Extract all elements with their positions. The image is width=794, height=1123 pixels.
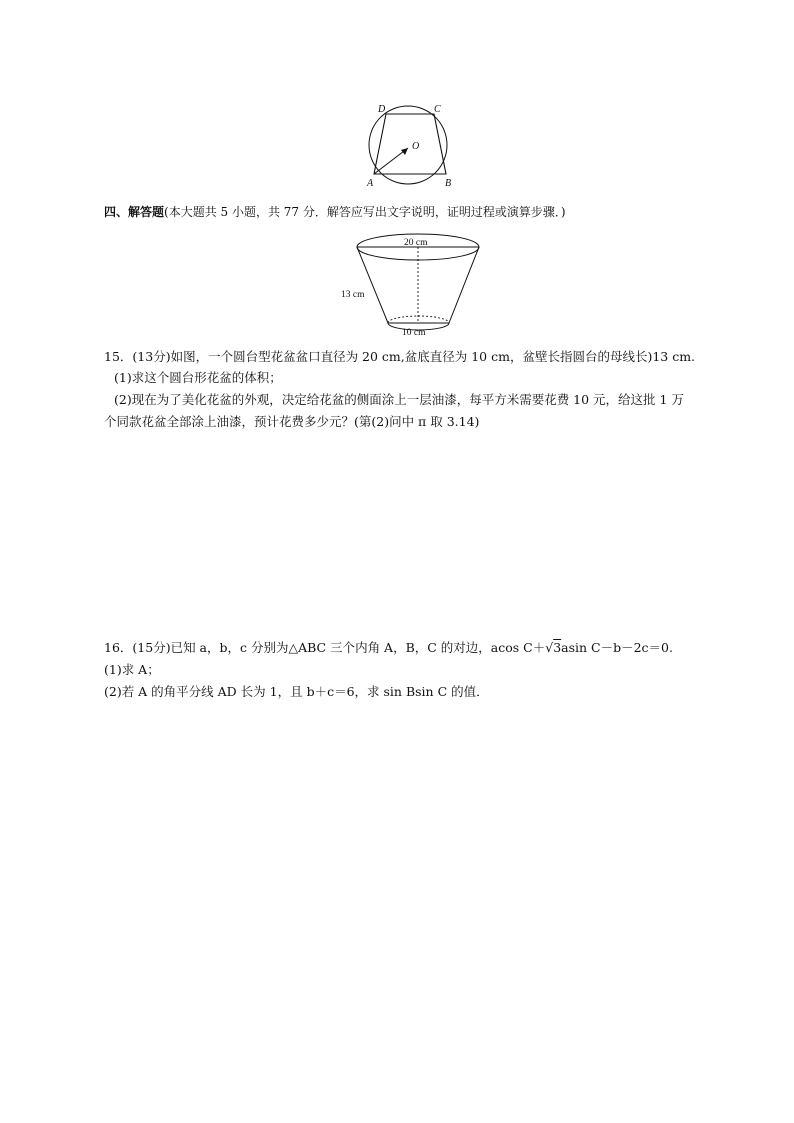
label-a: A xyxy=(367,178,374,189)
label-d: D xyxy=(378,104,386,115)
q16-stem-a: 16．(15分)已知 a，b，c 分别为△ABC 三个内角 A，B，C 的对边，acos C＋ xyxy=(104,640,546,655)
slant-height-label: 13 cm xyxy=(341,290,365,300)
label-c: C xyxy=(434,104,441,115)
top-diameter-label: 20 cm xyxy=(404,238,428,248)
section-heading xyxy=(104,203,566,220)
q16-part2: (2)若 A 的角平分线 AD 长为 1，且 b＋c＝6，求 sin Bsin C 的值． xyxy=(104,684,489,699)
quadrilateral-abcd xyxy=(374,114,446,174)
q15-stem: 15．(13分)如图，一个圆台型花盆盆口直径为 20 cm,盆底直径为 10 cm，盆壁长指圆台的母线长)13 cm. xyxy=(104,349,696,364)
q16-stem-b: asin C－b－2c＝0. xyxy=(561,640,673,655)
sqrt-symbol: √ xyxy=(545,640,554,655)
section-title: 四、解答题 xyxy=(104,205,165,219)
q15-part2-line2: 个同款花盆全部涂上油漆，预计花费多少元？(第(2)问中 π 取 3.14) xyxy=(104,414,480,429)
label-b: B xyxy=(445,178,452,189)
flowerpot-frustum-figure xyxy=(330,226,490,340)
pot-right-side xyxy=(449,247,479,323)
q15-part2-line1: (2)现在为了美化花盆的外观，决定给花盆的侧面涂上一层油漆，每平方米需要花费 10 元，给这批 1 万 xyxy=(114,392,684,407)
pot-bottom-back xyxy=(388,316,449,323)
section-note: (本大题共 5 小题，共 77 分．解答应写出文字说明，证明过程或演算步骤．) xyxy=(164,205,566,219)
pot-left-side xyxy=(357,247,388,323)
bottom-diameter-label: 10 cm xyxy=(402,328,426,338)
q16-stem xyxy=(104,638,673,656)
label-o: O xyxy=(412,141,420,152)
arrow-head xyxy=(401,148,408,155)
q15-part1: (1)求这个圆台形花盆的体积； xyxy=(114,370,282,385)
circle-quadrilateral-figure xyxy=(362,100,460,192)
sqrt-radicand: 3 xyxy=(553,640,562,655)
q16-part1: (1)求 A； xyxy=(104,662,160,677)
